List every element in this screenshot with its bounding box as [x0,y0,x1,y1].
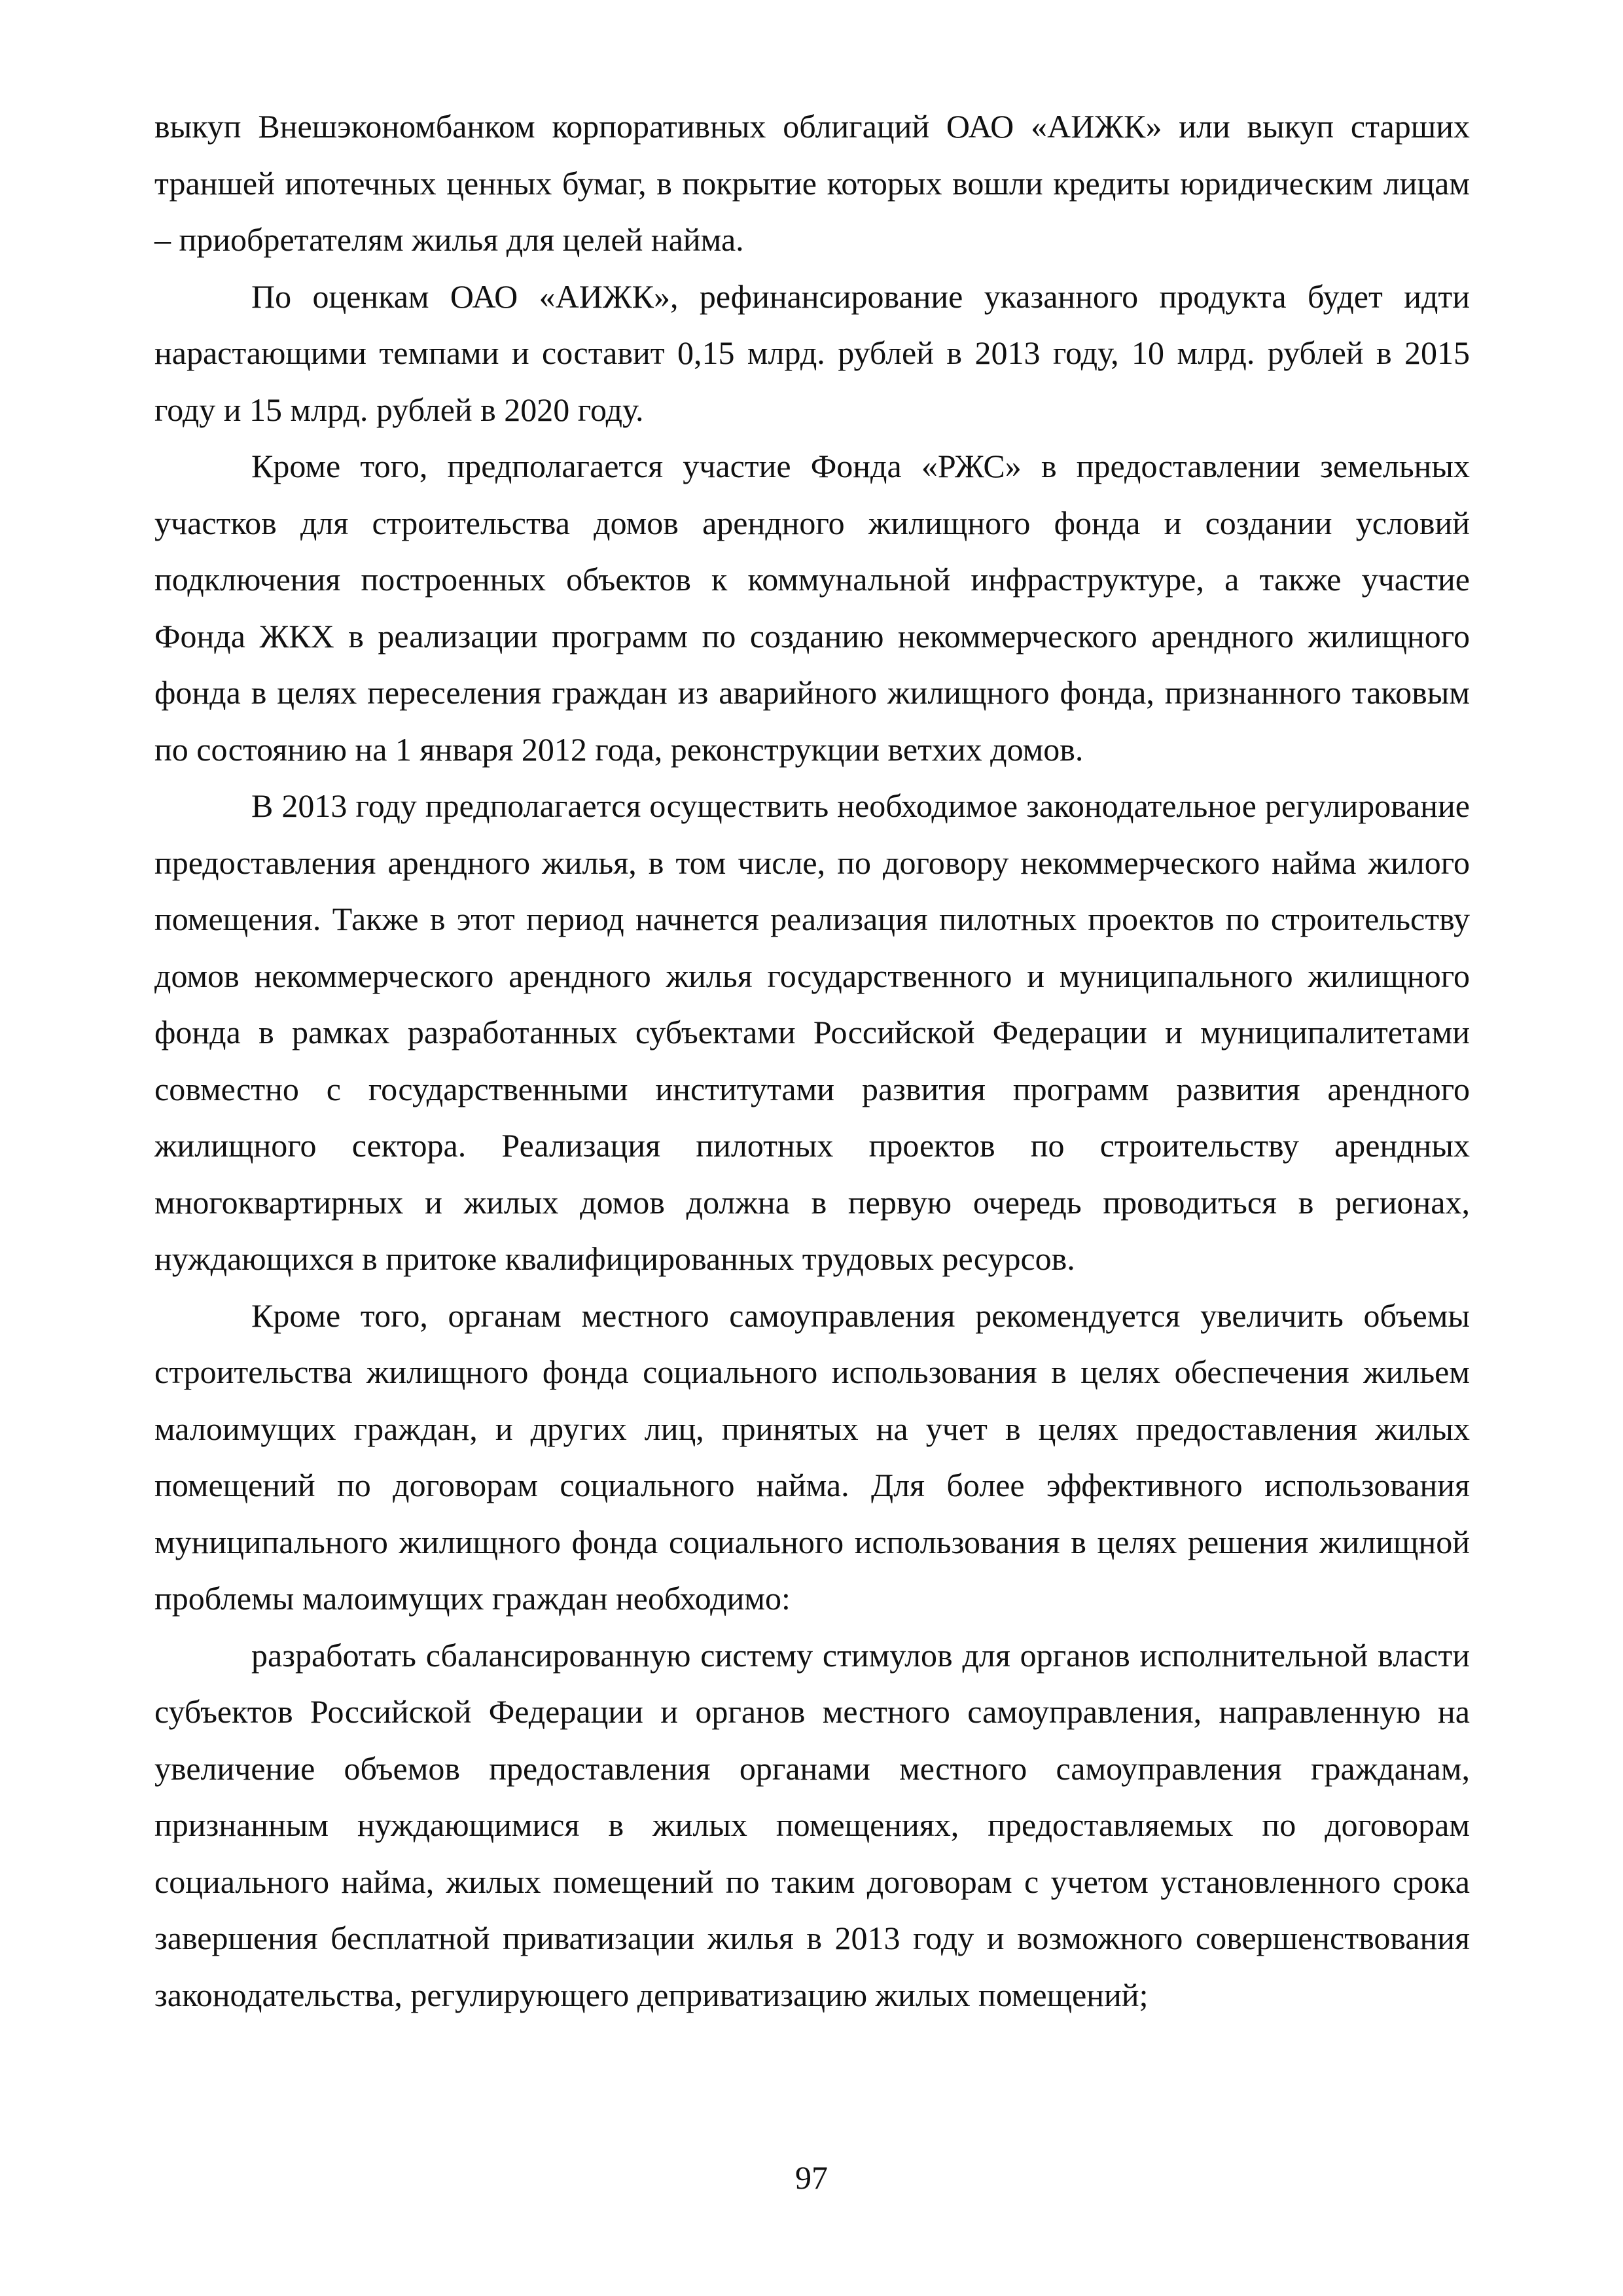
paragraph-3: Кроме того, предполагается участие Фонда «РЖС» в предоставлении земельных участков для строительства домов арендного жилищного фонда и создании условий подключения построенных объектов к коммунальной инфраструктуре, а также участие Фонда ЖКХ в реализации программ по созданию некоммерческого арендного жилищного фонда в целях переселения граждан из аварийного жилищного фонда, признанного таковым по состоянию на 1 января 2012 года, реконструкции ветхих домов. [154,448,1470,768]
page-number: 97 [795,2159,828,2196]
paragraph-2: По оценкам ОАО «АИЖК», рефинансирование указанного продукта будет идти нарастающими темпами и составит 0,15 млрд. рублей в 2013 году, 10 млрд. рублей в 2015 году и 15 млрд. рублей в 2020 году. [154,278,1470,428]
body-text [154,98,1470,2023]
paragraph-5: Кроме того, органам местного самоуправления рекомендуется увеличить объемы строительства жилищного фонда социального использования в целях обеспечения жильем малоимущих граждан, и других лиц, принятых на учет в целях предоставления жилых помещений по договорам социального найма. Для более эффективного использования муниципального жилищного фонда социального использования в целях решения жилищной проблемы малоимущих граждан необходимо: [154,1297,1470,1617]
paragraph-1: выкуп Внешэкономбанком корпоративных облигаций ОАО «АИЖК» или выкуп старших траншей ипотечных ценных бумаг, в покрытие которых вошли кредиты юридическим лицам – приобретателям жилья для целей найма. [154,108,1470,258]
paragraph-4: В 2013 году предполагается осуществить необходимое законодательное регулирование предоставления арендного жилья, в том числе, по договору некоммерческого найма жилого помещения. Также в этот период начнется реализация пилотных проектов по строительству домов некоммерческого арендного жилья государственного и муниципального жилищного фонда в рамках разработанных субъектами Российской Федерации и муниципалитетами совместно с государственными институтами развития программ развития арендного жилищного сектора. Реализация пилотных проектов по строительству арендных многоквартирных и жилых домов должна в первую очередь проводиться в регионах, нуждающихся в притоке квалифицированных трудовых ресурсов. [154,787,1470,1277]
paragraph-6: разработать сбалансированную систему стимулов для органов исполнительной власти субъектов Российской Федерации и органов местного самоуправления, направленную на увеличение объемов предоставления органами местного самоуправления гражданам, признанным нуждающимися в жилых помещениях, предоставляемых по договорам социального найма, жилых помещений по таким договорам с учетом установленного срока завершения бесплатной приватизации жилья в 2013 году и возможного совершенствования законодательства, регулирующего деприватизацию жилых помещений; [154,1636,1470,2013]
